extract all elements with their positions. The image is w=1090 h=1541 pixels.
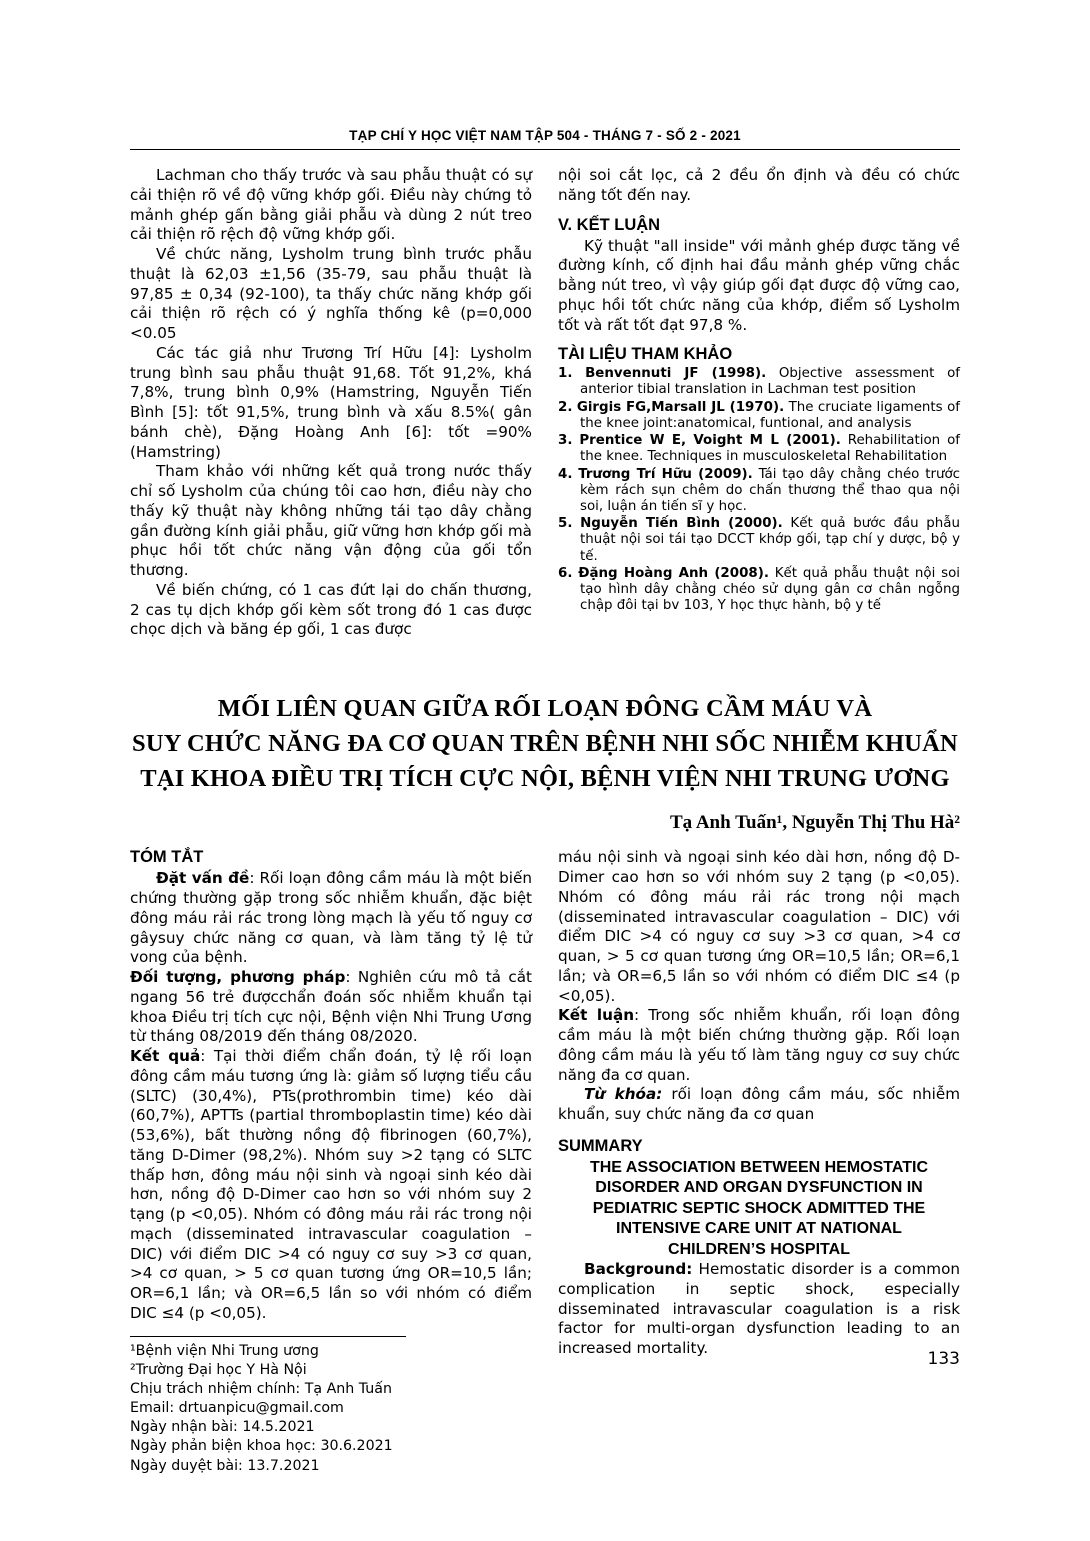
- article-title-line: SUY CHỨC NĂNG ĐA CƠ QUAN TRÊN BỆNH NHI SỐC NHIỄM KHUẨN: [132, 729, 958, 757]
- summary-title-line: PEDIATRIC SEPTIC SHOCK ADMITTED THE: [592, 1199, 926, 1217]
- summary-title-line: CHILDREN’S HOSPITAL: [668, 1240, 850, 1258]
- article-title-line: TẠI KHOA ĐIỀU TRỊ TÍCH CỰC NỘI, BỆNH VIỆN NHI TRUNG ƯƠNG: [140, 764, 950, 792]
- abstract-text-cont: máu nội sinh và ngoại sinh kéo dài hơn, nồng độ D-Dimer cao hơn so với nhóm suy 2 tạng (p <0,05). Nhóm có đông máu rải rác trong nội mạch (disseminated intravascular coagulation – DIC) với điểm DIC >4 có nguy cơ suy >3 cơ quan, >4 cơ quan, > 5 cơ quan tương ứng OR=10,5 lần; OR=6,1 lần; và OR=6,5 lần so với nhóm có điểm DIC ≤4 (p <0,05).: [558, 848, 960, 1005]
- section-heading-conclusion: V. KẾT LUẬN: [558, 215, 661, 234]
- abstract-paragraph: [130, 1047, 532, 1324]
- author-line: Tạ Anh Tuấn¹, Nguyễn Thị Thu Hà²: [669, 812, 960, 834]
- abstract-paragraph: [130, 968, 532, 1047]
- footnote-email: Email: drtuanpicu@gmail.com: [130, 1400, 344, 1417]
- reference-item: [558, 516, 960, 565]
- keywords-label: Từ khóa:: [584, 1085, 663, 1104]
- section-heading-references: TÀI LIỆU THAM KHẢO: [558, 345, 733, 364]
- paragraph: Các tác giả như Trương Trí Hữu [4]: Lysholm trung bình sau phẫu thuật 91,68. Tốt 91,2%, khá 7,8%, trung bình 0,9% (Hamstring, Nguyễn Tiến Bình [5]: tốt 91,5%, trung bình và xấu 8.5%( gân bánh chè), Đặng Hoàng Anh [6]: tốt =90% (Hamstring): [130, 343, 532, 461]
- reference-number: 4.: [558, 466, 573, 482]
- keywords-text: rối loạn đông cầm máu, sốc nhiễm khuẩn, suy chức năng đa cơ quan: [558, 1085, 960, 1124]
- reference-item: [558, 366, 960, 398]
- abstract-paragraph: [558, 1006, 960, 1085]
- reference-text: Kết quả phẫu thuật nội soi tạo hình dây chằng chéo sử dụng gân cơ chân ngỗng chập đôi tại bv 103, Y học thực hành, bộ y tế: [580, 565, 961, 614]
- page-number: 133: [927, 1349, 960, 1369]
- reference-number: 3.: [558, 433, 573, 449]
- abstract-lead: Đối tượng, phương pháp: [130, 968, 346, 987]
- paragraph: Lachman cho thấy trước và sau phẫu thuật có sự cải thiện rõ về độ vững khớp gối. Điều này chứng tỏ mảnh ghép gấn bằng giải phẫu và dùng 2 nút treo cải thiện rõ rệch độ vững khớp gối.: [130, 166, 532, 244]
- reference-number: 2.: [558, 399, 573, 415]
- reference-list: [558, 366, 960, 614]
- abstract-text: : Nghiên cứu mô tả cắt ngang 56 trẻ đượcchẩn đoán sốc nhiễm khuẩn tại khoa Điều trị tích cực nội, Bệnh viện Nhi Trung Ương từ tháng 08/2019 đến tháng 08/2020.: [130, 968, 532, 1046]
- footnote-line: Ngày nhận bài: 14.5.2021: [130, 1419, 315, 1436]
- reference-item: [558, 433, 960, 465]
- top-right-column: [558, 166, 960, 616]
- reference-number: 5.: [558, 516, 573, 532]
- paragraph: Kỹ thuật "all inside" với mảnh ghép được tăng về đường kính, cố định hai đầu mảnh ghép vững chắc bằng nút treo, vì vậy giúp gối đạt được độ vững cao, phục hồi tốt chức năng của khớp, điểm số Lysholm tốt và rất tốt đạt 97,8 %.: [558, 236, 960, 334]
- abstract-text: : Tại thời điểm chẩn đoán, tỷ lệ rối loạn đông cầm máu tương ứng là: giảm số lượng tiểu cầu (SLTC) (30,4%), PTs(prothrombin time) kéo dài (60,7%), APTTs (partial thromboplastin time) kéo dài (53,6%), bất thường nồng độ fibrinogen (60,7%), tăng D-Dimer (98,2%). Nhóm suy >2 tạng có SLTC thấp hơn, đông máu nội sinh và ngoại sinh kéo dài hơn, nồng độ D-Dimer cao hơn so với nhóm suy 2 tạng (p <0,05). Nhóm có đông máu rải rác trong nội mạch (disseminated intravascular coagulation – DIC) với điểm DIC >4 có nguy cơ suy >3 cơ quan, >4 cơ quan, > 5 cơ quan tương ứng OR=10,5 lần; OR=6,1 lần; và OR=6,5 lần so với nhóm có điểm DIC ≤4 (p <0,05).: [130, 1047, 532, 1322]
- reference-number: 6.: [558, 565, 573, 581]
- reference-text: Tái tạo dây chằng chéo trước kèm rách sụn chêm do chấn thương thể thao qua nội soi, luận án tiến sĩ y học.: [580, 466, 960, 514]
- abstract-paragraph: [130, 869, 532, 968]
- footnote-line: Chịu trách nhiệm chính: Tạ Anh Tuấn: [130, 1380, 392, 1397]
- reference-number: 1.: [558, 366, 573, 382]
- summary-title-line: THE ASSOCIATION BETWEEN HEMOSTATIC: [589, 1158, 929, 1176]
- summary-heading: SUMMARY: [558, 1136, 643, 1155]
- reference-authors: Trương Trí Hữu (2009).: [578, 466, 753, 482]
- paragraph-continuation: nội soi cắt lọc, cả 2 đều ổn định và đều có chức năng tốt đến nay.: [558, 166, 960, 204]
- top-article-columns: [130, 166, 960, 640]
- summary-lead: Background:: [584, 1260, 693, 1279]
- reference-text: Rehabilitation of the knee. Techniques in musculoskeletal Rehabilitation: [580, 433, 960, 465]
- footnote-line: Ngày phản biện khoa học: 30.6.2021: [130, 1438, 393, 1455]
- abstract-lead: Kết luận: [558, 1006, 635, 1025]
- reference-authors: Nguyễn Tiến Bình (2000).: [580, 516, 783, 532]
- summary-paragraph: [558, 1260, 960, 1359]
- reference-item: [558, 400, 960, 432]
- article-title-line: MỐI LIÊN QUAN GIỮA RỐI LOẠN ĐÔNG CẦM MÁU VÀ: [217, 695, 873, 722]
- footnote-line: ²Trường Đại học Y Hà Nội: [130, 1361, 307, 1378]
- summary-title-line: INTENSIVE CARE UNIT AT NATIONAL: [616, 1220, 902, 1238]
- summary-title: [558, 1158, 960, 1260]
- abstract-heading: TÓM TẮT: [130, 848, 204, 867]
- article-title: [130, 692, 960, 796]
- paragraph: Về biến chứng, có 1 cas đứt lại do chấn thương, 2 cas tụ dịch khớp gối kèm sốt trong đó 1 cas được chọc dịch và băng ép gối, 1 cas được: [130, 580, 532, 639]
- top-left-column: [130, 166, 532, 640]
- bottom-article-columns: [130, 848, 960, 1475]
- summary-title-line: DISORDER AND ORGAN DYSFUNCTION IN: [595, 1179, 923, 1197]
- reference-text: The cruciate ligaments of the knee joint:anatomical, funtional, and analysis: [580, 399, 960, 431]
- reference-text: Kết quả bước đầu phẫu thuật nội soi tái tạo DCCT khớp gối, tạp chí y dược, bộ y tế.: [580, 516, 960, 564]
- footnote-line: Ngày duyệt bài: 13.7.2021: [130, 1457, 320, 1474]
- abstract-text: : Rối loạn đông cầm máu là một biến chứng thường gặp trong sốc nhiễm khuẩn, đặc biệt đông máu rải rác trong lòng mạch là yếu tố nguy cơ gâysuy chức năng cơ quan, và làm tăng tỷ lệ tử vong của bệnh.: [130, 869, 532, 967]
- reference-authors: Prentice W E, Voight M L (2001).: [579, 433, 841, 449]
- abstract-lead: Đặt vấn đề: [156, 869, 250, 888]
- bottom-right-column: [558, 848, 960, 1359]
- abstract-continuation: [558, 848, 960, 1006]
- bottom-left-column: [130, 848, 532, 1475]
- reference-item: [558, 566, 960, 615]
- abstract-text: : Trong sốc nhiễm khuẩn, rối loạn đông cầm máu là một biến chứng thường gặp. Rối loạn đông cầm máu là yếu tố làm tăng nguy cơ suy chức năng đa cơ quan.: [558, 1006, 960, 1084]
- paragraph: Về chức năng, Lysholm trung bình trước phẫu thuật là 62,03 ±1,56 (35-79, sau phẫu thuật là 97,85 ± 0,34 (92-100), ta thấy chức năng khớp gối cải thiện rõ rệch có ý nghĩa thống kê (p=0,000 <0.05: [130, 245, 532, 342]
- reference-authors: Girgis FG,Marsall JL (1970).: [576, 399, 785, 415]
- reference-text: Objective assessment of anterior tibial translation in Lachman test position: [580, 366, 960, 398]
- reference-authors: Benvennuti JF (1998).: [585, 366, 767, 382]
- paragraph: Tham khảo với những kết quả trong nước thấy chỉ số Lysholm của chúng tôi cao hơn, điều này cho thấy kỹ thuật này không những tái tạo dây chằng gần đường kính giải phẫu, giữ vững hơn khớp gối mà phục hồi tốt chức năng vận động của gối tổn thương.: [130, 462, 532, 579]
- reference-item: [558, 467, 960, 516]
- running-head: TẠP CHÍ Y HỌC VIỆT NAM TẬP 504 - THÁNG 7 - SỐ 2 - 2021: [130, 128, 960, 150]
- reference-authors: Đặng Hoàng Anh (2008).: [578, 565, 769, 581]
- footnote-divider: [130, 1336, 406, 1337]
- footnote-line: ¹Bệnh viện Nhi Trung ương: [130, 1342, 319, 1359]
- abstract-lead: Kết quả: [130, 1047, 201, 1066]
- summary-text: Hemostatic disorder is a common complication in septic shock, especially disseminated intravascular coagulation is a risk factor for multi-organ dysfunction leading to an increased mortality.: [558, 1260, 960, 1358]
- keywords-paragraph: [558, 1085, 960, 1125]
